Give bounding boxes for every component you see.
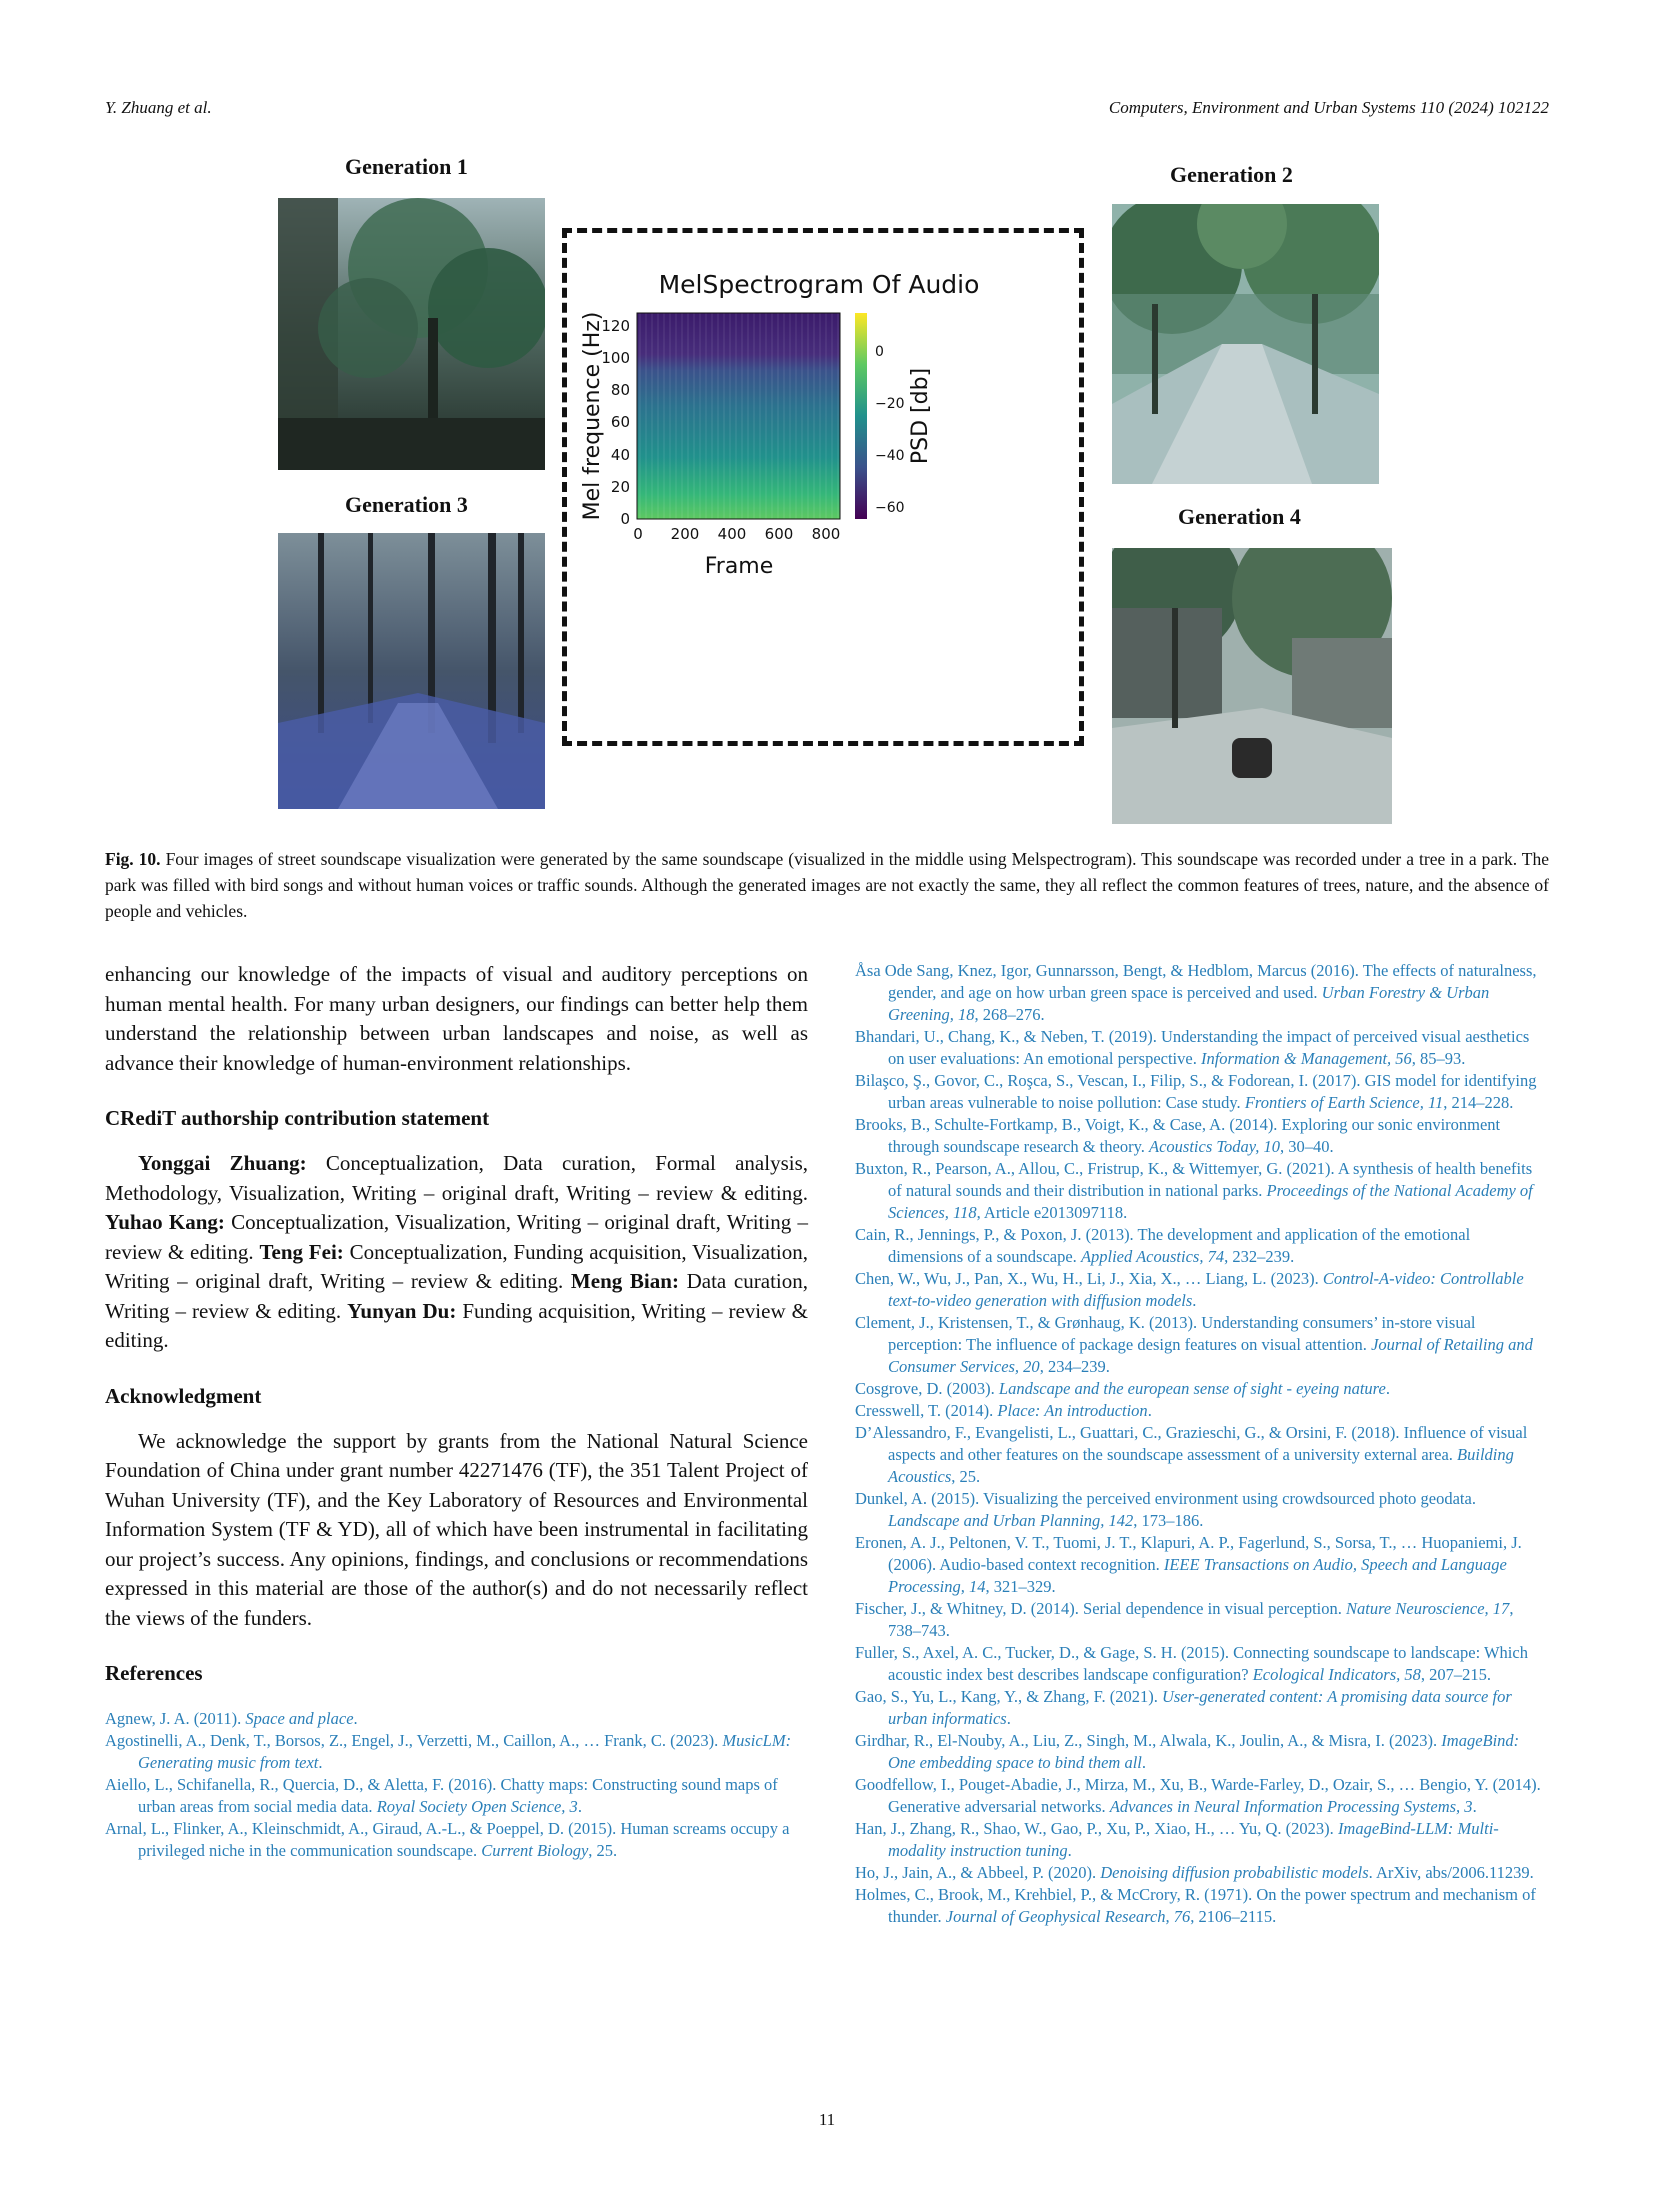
credit-heading: CRediT authorship contribution statement (105, 1106, 490, 1130)
credit-author-roles: Data curation, Writing – review & editing. (105, 1269, 808, 1323)
running-head (105, 98, 1549, 122)
reference-item[interactable]: Bilaşco, Ş., Govor, C., Roşca, S., Vescan, I., Filip, S., & Fodorean, I. (2017). GIS model for identifying urban areas vulnerable to noise pollution: Case study. Frontiers of Earth Science, 11, 214–228. (855, 1071, 1537, 1112)
references-heading: References (105, 1661, 203, 1685)
x-tick: 400 (717, 525, 747, 543)
generation-1-label: Generation 1 (345, 154, 468, 179)
reference-item[interactable]: Clement, J., Kristensen, T., & Grønhaug, K. (2013). Understanding consumers’ in-store visual perception: The influence of package design features on visual attention. Journal of Retailing and Consumer Services, 20, 234–239. (855, 1313, 1533, 1376)
y-tick: 0 (620, 510, 630, 528)
credit-author-name: Yonggai Zhuang: (138, 1151, 307, 1175)
y-axis-label: Mel frequence (Hz) (580, 311, 605, 521)
colorbar-tick: 0 (875, 344, 884, 360)
generation-4-label: Generation 4 (1178, 504, 1301, 529)
acknowledgment-text: We acknowledge the support by grants from the National Natural Science Foundation of China under grant number 42271476 (TF), the 351 Talent Project of Wuhan University (TF), and the Key Laboratory of Resources and Environmental Information System (TF & YD), all of which have been instrumental in facilitating our project’s success. Any opinions, findings, and conclusions or recommendations expressed in this material are those of the author(s) and do not necessarily reflect the views of the funders. (105, 1428, 808, 1630)
generation-2-image (1112, 204, 1379, 484)
y-tick: 20 (610, 478, 630, 496)
reference-item[interactable]: Girdhar, R., El-Nouby, A., Liu, Z., Singh, M., Alwala, K., Joulin, A., & Misra, I. (2023). ImageBind: One embedding space to bind them all. (855, 1731, 1520, 1772)
x-tick: 200 (670, 525, 700, 543)
reference-item[interactable]: Aiello, L., Schifanella, R., Quercia, D., & Aletta, F. (2016). Chatty maps: Constructing sound maps of urban areas from social media data. Royal Society Open Science, 3. (105, 1775, 778, 1816)
colorbar-label: PSD [db] (908, 367, 933, 465)
reference-item[interactable]: Arnal, L., Flinker, A., Kleinschmidt, A., Giraud, A.-L., & Poeppel, D. (2015). Human screams occupy a privileged niche in the communication soundscape. Current Biology, 25. (105, 1819, 790, 1860)
generation-3-label: Generation 3 (345, 492, 468, 517)
reference-item[interactable]: Goodfellow, I., Pouget-Abadie, J., Mirza, M., Xu, B., Warde-Farley, D., Ozair, S., … Bengio, Y. (2014). Generative adversarial networks. Advances in Neural Information Processing Systems, 3. (855, 1775, 1541, 1816)
credit-author-name: Yuhao Kang: (105, 1210, 225, 1234)
x-tick: 800 (811, 525, 841, 543)
spectrogram-chart (567, 233, 1079, 741)
reference-item[interactable]: Dunkel, A. (2015). Visualizing the perceived environment using crowdsourced photo geodata. Landscape and Urban Planning, 142, 173–186. (855, 1489, 1476, 1530)
colorbar-tick: −20 (875, 396, 905, 412)
generation-4-image (1112, 548, 1392, 824)
credit-author-name: Meng Bian: (570, 1269, 679, 1293)
figure-caption (105, 846, 1549, 924)
left-column (105, 960, 808, 1862)
header-authors: Y. Zhuang et al. (105, 98, 212, 117)
references-list-left (105, 1708, 808, 1862)
spectrogram-frame (562, 228, 1084, 746)
y-tick: 100 (601, 349, 630, 367)
credit-author-roles: Conceptualization, Data curation, Formal analysis, Methodology, Visualization, Writing – original draft, Writing – review & editing. (105, 1151, 808, 1205)
colorbar-tick: −40 (875, 448, 905, 464)
generation-3-image (278, 533, 545, 809)
reference-item[interactable]: Cain, R., Jennings, P., & Poxon, J. (2013). The development and application of the emotional dimensions of a soundscape. Applied Acoustics, 74, 232–239. (855, 1225, 1471, 1266)
credit-author-name: Teng Fei: (259, 1239, 344, 1264)
generation-2-label: Generation 2 (1170, 162, 1293, 187)
x-axis-label: Frame (704, 554, 774, 579)
reference-item[interactable]: Agostinelli, A., Denk, T., Borsos, Z., Engel, J., Verzetti, M., Caillon, A., … Frank, C. (2023). MusicLM: Generating music from text. (105, 1731, 792, 1772)
page-number: 11 (818, 2110, 836, 2129)
figure-10 (270, 150, 1395, 830)
reference-item[interactable]: Fuller, S., Axel, A. C., Tucker, D., & Gage, S. H. (2015). Connecting soundscape to landscape: Which acoustic index best describes landscape configuration? Ecological Indicators, 58, 207–215. (855, 1643, 1528, 1684)
credit-author-roles: Conceptualization, Visualization, Writing – original draft, Writing – review & editing. (105, 1210, 808, 1264)
y-tick: 60 (610, 413, 630, 431)
reference-item[interactable]: Holmes, C., Brook, M., Krehbiel, P., & McCrory, R. (1971). On the power spectrum and mechanism of thunder. Journal of Geophysical Research, 76, 2106–2115. (855, 1885, 1536, 1926)
colorbar-tick: −60 (875, 500, 905, 516)
caption-text: Four images of street soundscape visualization were generated by the same soundscape (visualized in the middle using Melspectrogram). This soundscape was recorded under a tree in a park. The park was filled with bird songs and without human voices or traffic sounds. Although the generated images are not exactly the same, they all reflect the common features of trees, nature, and the absence of people and vehicles. (105, 849, 1549, 921)
acknowledgment-heading: Acknowledgment (105, 1383, 262, 1408)
reference-item[interactable]: Chen, W., Wu, J., Pan, X., Wu, H., Li, J., Xia, X., … Liang, L. (2023). Control-A-video: Controllable text-to-video generation with diffusion models. (855, 1269, 1524, 1310)
reference-item[interactable]: Cosgrove, D. (2003). Landscape and the european sense of sight - eyeing nature. (855, 1379, 1390, 1398)
continuation-paragraph: enhancing our knowledge of the impacts of visual and auditory perceptions on human mental health. For many urban designers, our findings can better help them understand the relationship between urban landscapes and noise, as well as advance their knowledge of human-environment relationships. (105, 962, 808, 1075)
reference-item[interactable]: Fischer, J., & Whitney, D. (2014). Serial dependence in visual perception. Nature Neuroscience, 17, 738–743. (855, 1599, 1514, 1640)
y-tick: 120 (601, 317, 630, 335)
reference-item[interactable]: D’Alessandro, F., Evangelisti, L., Guattari, C., Grazieschi, G., & Orsini, F. (2018). Influence of visual aspects and other features on the soundscape assessment of a university external area. Building Acoustics, 25. (855, 1423, 1528, 1486)
spectrogram-title: MelSpectrogram Of Audio (658, 270, 980, 299)
reference-item[interactable]: Buxton, R., Pearson, A., Allou, C., Fristrup, K., & Wittemyer, G. (2021). A synthesis of health benefits of natural sounds and their distribution in national parks. Proceedings of the National Academy of Sciences, 118, Article e2013097118. (855, 1159, 1533, 1222)
reference-item[interactable]: Åsa Ode Sang, Knez, Igor, Gunnarsson, Bengt, & Hedblom, Marcus (2016). The effects of naturalness, gender, and age on how urban green space is perceived and used. Urban Forestry & Urban Greening, 18, 268–276. (855, 961, 1537, 1024)
reference-item[interactable]: Ho, J., Jain, A., & Abbeel, P. (2020). Denoising diffusion probabilistic models. ArXiv, abs/2006.11239. (855, 1863, 1534, 1882)
generation-1-image (278, 198, 545, 470)
colorbar (855, 313, 867, 519)
credit-statement (105, 1149, 808, 1356)
reference-item[interactable]: Gao, S., Yu, L., Kang, Y., & Zhang, F. (2021). User-generated content: A promising data source for urban informatics. (855, 1687, 1512, 1728)
reference-item[interactable]: Brooks, B., Schulte-Fortkamp, B., Voigt, K., & Case, A. (2014). Exploring our sonic environment through soundscape research & theory. Acoustics Today, 10, 30–40. (855, 1115, 1501, 1156)
header-journal: Computers, Environment and Urban Systems 110 (2024) 102122 (1108, 98, 1549, 117)
reference-item[interactable]: Agnew, J. A. (2011). Space and place. (105, 1709, 358, 1728)
credit-author-roles: Conceptualization, Funding acquisition, Visualization, Writing – original draft, Writing – review & editing. (105, 1239, 809, 1293)
y-tick: 80 (610, 381, 630, 399)
x-tick: 600 (764, 525, 794, 543)
reference-item[interactable]: Eronen, A. J., Peltonen, V. T., Tuomi, J. T., Klapuri, A. P., Fagerlund, S., Sorsa, T., … Huopaniemi, J. (2006). Audio-based context recognition. IEEE Transactions on Audio, Speech and Language Processing, 14, 321–329. (855, 1533, 1522, 1596)
y-tick: 40 (610, 446, 630, 464)
reference-item[interactable]: Han, J., Zhang, R., Shao, W., Gao, P., Xu, P., Xiao, H., … Yu, Q. (2023). ImageBind-LLM: Multi-modality instruction tuning. (855, 1819, 1499, 1860)
reference-item[interactable]: Bhandari, U., Chang, K., & Neben, T. (2019). Understanding the impact of perceived visual aesthetics on user evaluations: An emotional perspective. Information & Management, 56, 85–93. (855, 1027, 1530, 1068)
reference-item[interactable]: Cresswell, T. (2014). Place: An introduction. (855, 1401, 1152, 1420)
x-tick: 0 (633, 525, 643, 543)
credit-author-name: Yunyan Du: (347, 1298, 457, 1323)
caption-label: Fig. 10. (105, 849, 161, 869)
credit-author-roles: Funding acquisition, Writing – review & editing. (105, 1298, 808, 1352)
references-list-right (855, 960, 1549, 1928)
